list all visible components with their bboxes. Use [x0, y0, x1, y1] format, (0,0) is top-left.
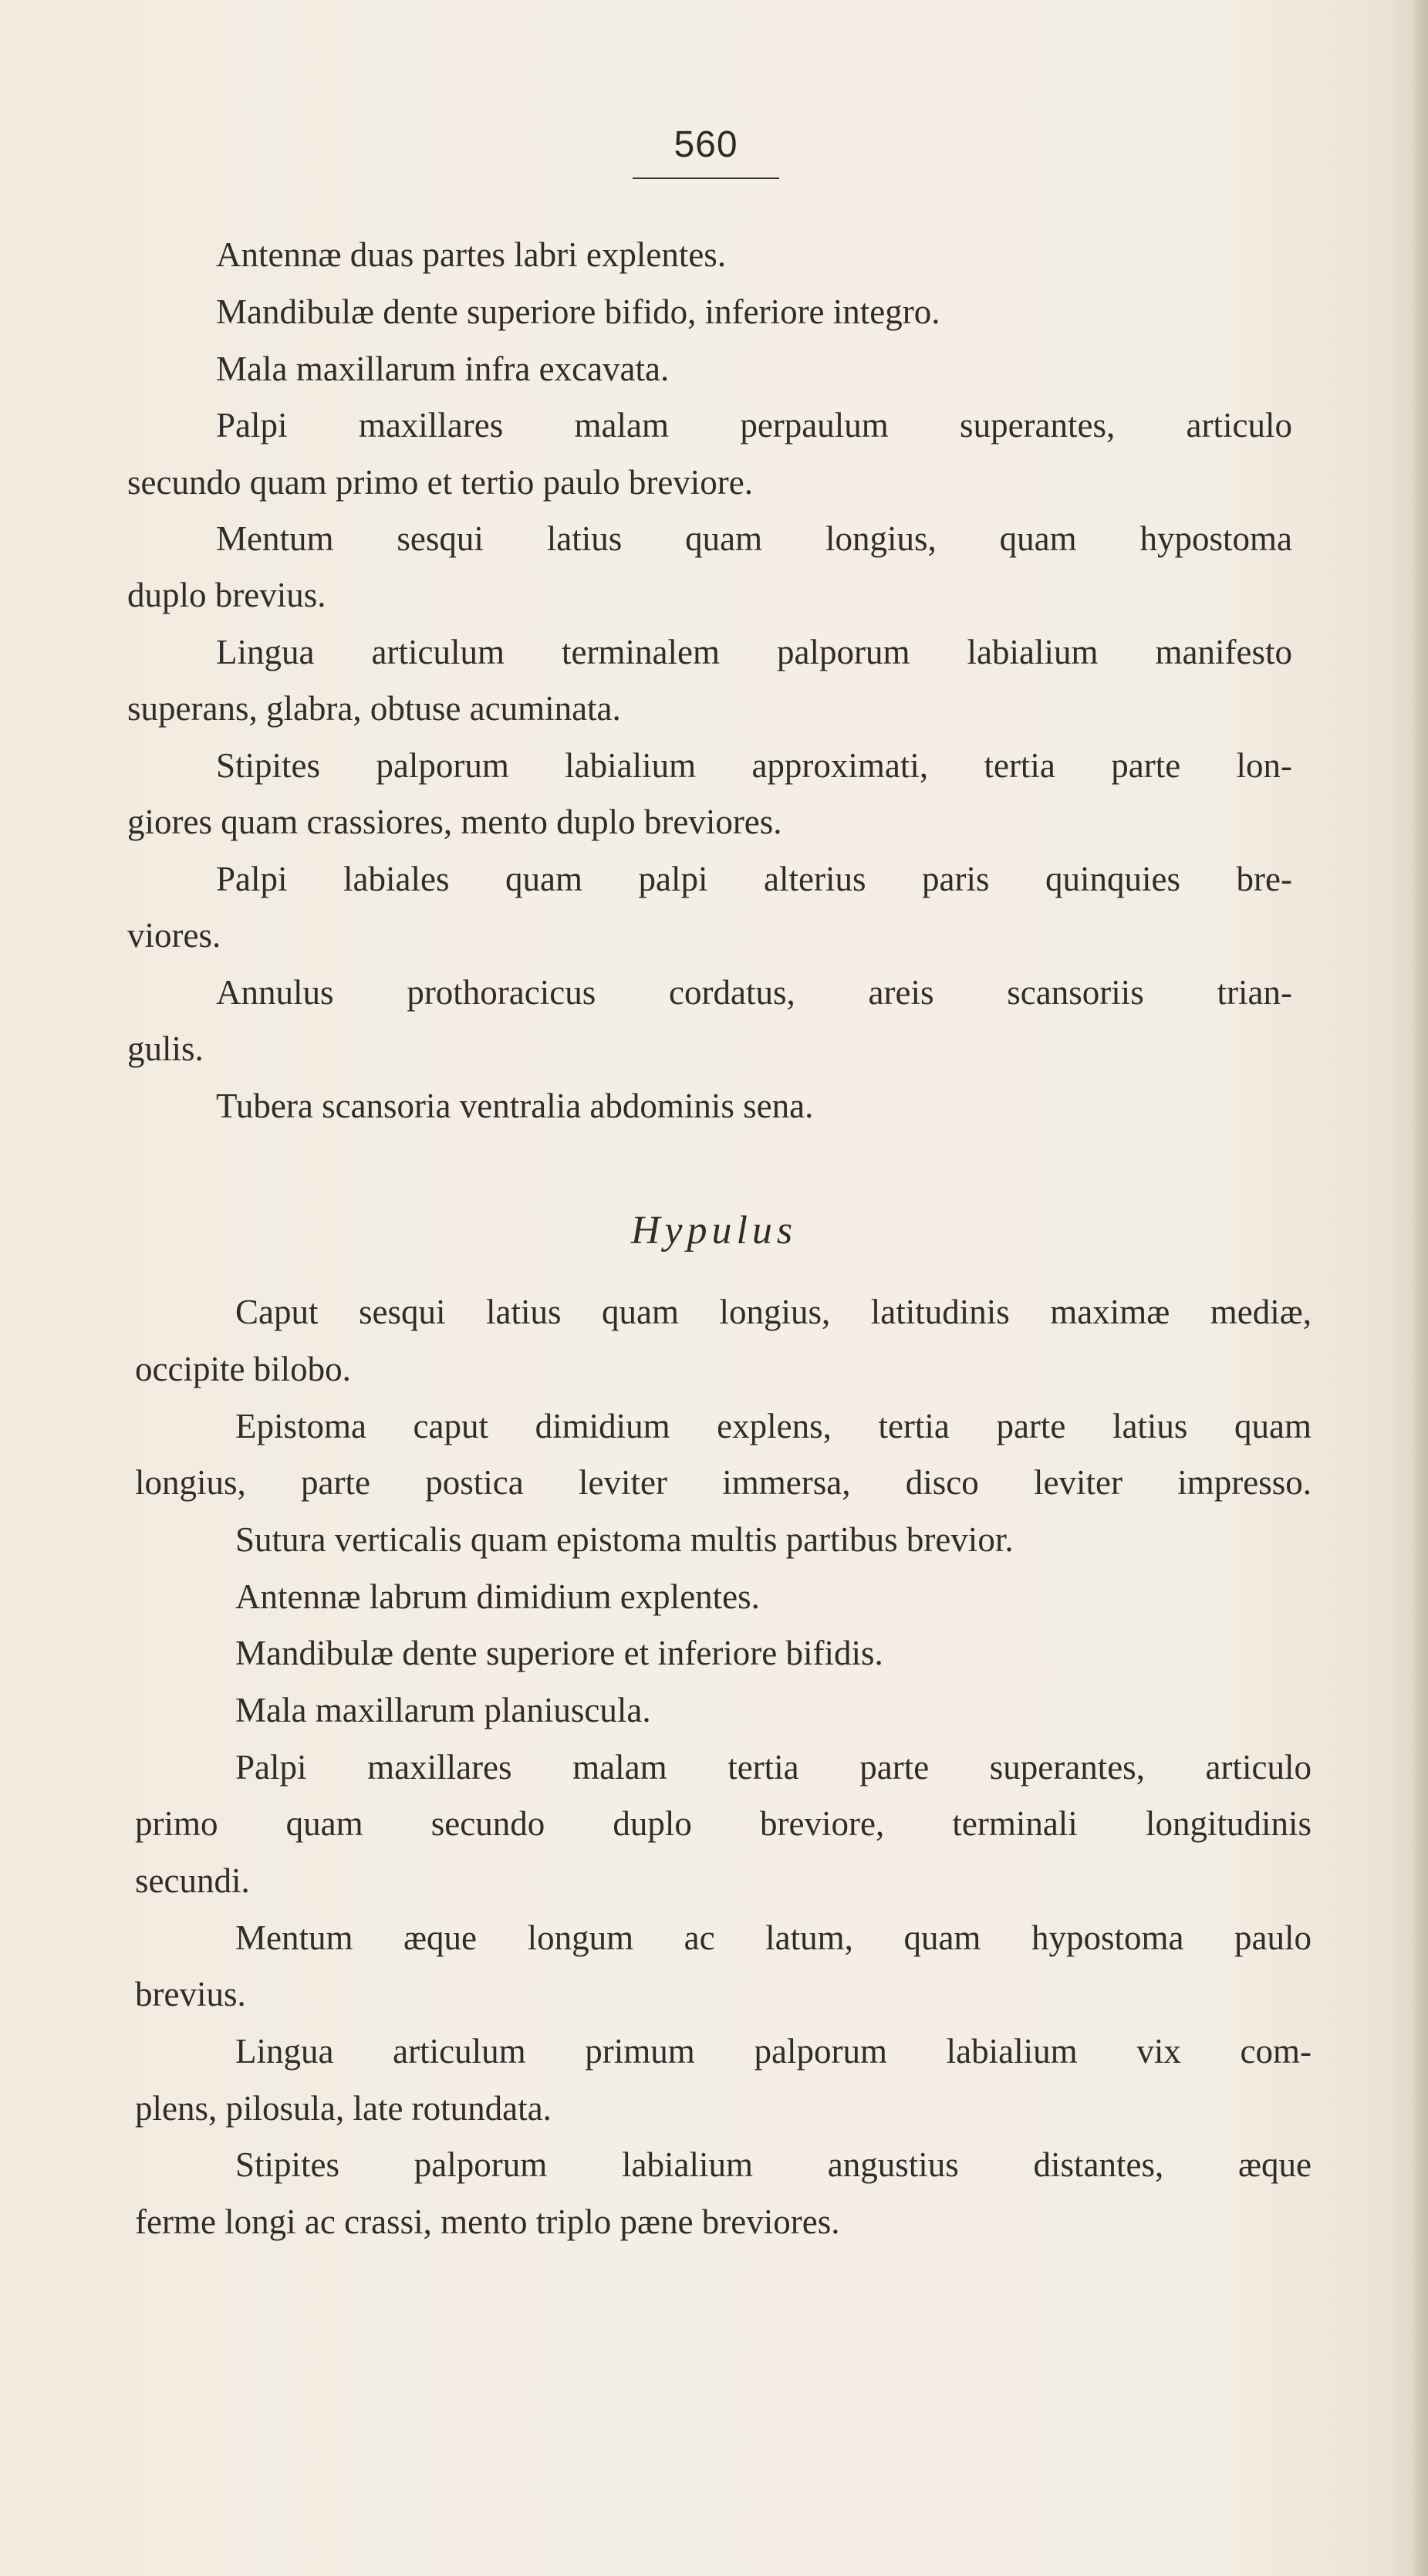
text-line: Mentum æque longum ac latum, quam hypostoma paulo: [235, 1918, 1312, 1957]
text-line: Caput sesqui latius quam longius, latitudinis maximæ mediæ,: [235, 1293, 1312, 1331]
text-line: Stipites palporum labialium angustius distantes, æque: [235, 2145, 1312, 2184]
text-line: duplo brevius.: [127, 576, 326, 614]
text-line: primo quam secundo duplo breviore, terminali longitudinis: [135, 1804, 1312, 1843]
section-heading: Hypulus: [630, 1209, 798, 1253]
text-line: Mandibulæ dente superiore et inferiore bifidis.: [235, 1634, 883, 1672]
text-line: secundi.: [135, 1861, 250, 1900]
text-line: plens, pilosula, late rotundata.: [135, 2089, 552, 2128]
text-line: Mentum sesqui latius quam longius, quam hypostoma: [216, 519, 1292, 558]
page-number: 560: [673, 124, 738, 165]
text-line: gulis.: [127, 1029, 204, 1068]
text-line: Tubera scansoria ventralia abdominis sena.: [216, 1087, 814, 1125]
text-line: giores quam crassiores, mento duplo breviores.: [127, 803, 782, 841]
text-line: Sutura verticalis quam epistoma multis partibus brevior.: [235, 1520, 1014, 1559]
text-line: Stipites palporum labialium approximati, tertia parte lon-: [216, 746, 1292, 785]
text-line: Lingua articulum primum palporum labialium vix com-: [235, 2032, 1312, 2071]
page-edge-shadow: [1411, 0, 1428, 2576]
text-line: longius, parte postica leviter immersa, disco leviter impresso.: [135, 1463, 1312, 1502]
text-line: superans, glabra, obtuse acuminata.: [127, 689, 621, 728]
text-line: Annulus prothoracicus cordatus, areis scansoriis trian-: [216, 973, 1292, 1012]
text-line: brevius.: [135, 1975, 246, 2013]
text-line: Palpi maxillares malam perpaulum superantes, articulo: [216, 406, 1292, 445]
text-line: Mala maxillarum planiuscula.: [235, 1691, 651, 1729]
text-line: Palpi maxillares malam tertia parte superantes, articulo: [235, 1748, 1312, 1787]
text-line: occipite bilobo.: [135, 1350, 351, 1388]
text-line: Mala maxillarum infra excavata.: [216, 350, 670, 388]
text-line: Antennæ duas partes labri explentes.: [216, 235, 727, 274]
text-line: Palpi labiales quam palpi alterius paris quinquies bre-: [216, 860, 1292, 898]
text-line: Antennæ labrum dimidium explentes.: [235, 1577, 760, 1616]
page-number-underline: [633, 177, 779, 179]
text-line: viores.: [127, 916, 221, 955]
text-line: Epistoma caput dimidium explens, tertia parte latius quam: [235, 1407, 1312, 1445]
text-line: secundo quam primo et tertio paulo breviore.: [127, 463, 754, 502]
text-line: Lingua articulum terminalem palporum labialium manifesto: [216, 633, 1292, 671]
text-line: ferme longi ac crassi, mento triplo pæne breviores.: [135, 2202, 840, 2241]
text-line: Mandibulæ dente superiore bifido, inferiore integro.: [216, 292, 940, 331]
